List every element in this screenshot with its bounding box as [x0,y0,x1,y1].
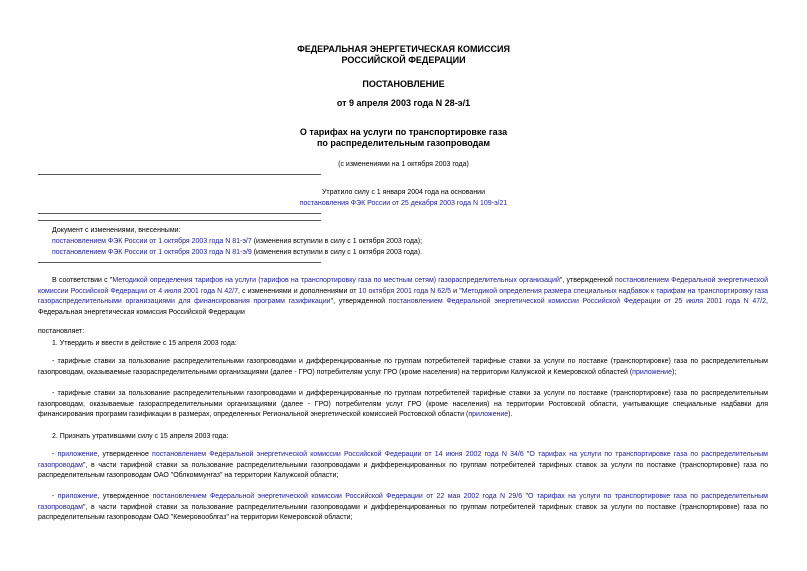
decree-title-link[interactable]: О тарифах на услуги по транспортировке газа по распределительным газопроводам [38,493,768,511]
item2-heading: 2. Признать утратившими силу с 15 апреля 2003 года: [52,433,229,440]
status-line: Утратило силу с 1 января 2004 года на основании [321,189,486,196]
item1-heading: 1. Утвердить и ввести в действие с 15 апреля 2003 года: [52,340,237,347]
appendix-link[interactable]: приложение [632,368,672,376]
text: , утвержденное [97,493,153,500]
text: , утвержденное [97,451,153,458]
amendment-item [52,237,422,246]
decree-title-link[interactable]: О тарифах на услуги по транспортировке газа по распределительным газопроводам [38,451,768,469]
decree-link[interactable]: постановлением Федеральной энергетической комиссии Российской Федерации от 14 июня 2002 года N 34/6 [152,451,524,458]
divider [38,213,321,214]
item1-paragraph [38,357,768,378]
text: - тарифные ставки за пользование распределительными газопроводами и дифференцированные по группам потребителей тарифные ставки за услуги по поставке (транспортировке) газа по распределительным газопроводам, оказываемые газораспределительными организациями (далее - ГРО) потребителям услуг ГРО (кроме населения) на территории Калужской и Кемеровской областей ( [38,358,768,376]
item1-paragraph [38,389,768,421]
text: В соответствии с " [52,277,113,284]
methodology-link[interactable]: Методикой определения тарифов на услуги (тарифов на транспортировку газа по местным сетям) газораспределительных организаций [112,277,560,284]
agency-name-line1: ФЕДЕРАЛЬНАЯ ЭНЕРГЕТИЧЕСКАЯ КОМИССИЯ [297,44,510,54]
document-type: ПОСТАНОВЛЕНИЕ [362,79,445,89]
agency-name-line2: РОССИЙСКОЙ ФЕДЕРАЦИИ [341,55,466,65]
amendment-link[interactable]: постановлением ФЭК России от 1 октября 2003 года N 81-э/9 [52,249,252,256]
text: , с изменениями и дополнениями от [238,287,359,295]
appendix-link[interactable]: приложение [57,493,98,500]
divider [38,262,321,263]
preamble-paragraph [38,276,768,318]
text: " [522,493,528,500]
decree-link[interactable]: постановлением Федеральной энергетической комиссии Российской Федерации от 25 июля 2001 года N 47/2 [388,298,767,305]
text: , Федеральная энергетическая комиссия Российской Федерации [38,298,768,316]
decree-link[interactable]: постановлением Федеральной энергетической комиссии Российской Федерации от 22 мая 2002 года N 29/6 [152,493,523,500]
appendix-link[interactable]: приложение [57,451,98,458]
appendix-link[interactable]: приложение [468,411,509,418]
text: ", утвержденной [559,277,616,284]
text: ); [671,368,677,376]
amendment-item [52,248,422,257]
divider [38,220,321,221]
amendment-note: (изменения вступили в силу с 1 октября 2003 года); [251,238,423,245]
methodology-link[interactable]: Методикой определения размера специальных надбавок к тарифам на транспортировку газа газораспределительными организациями для финансирования программ газификации [38,287,769,305]
text: " [523,451,530,458]
amendments-intro: Документ с изменениями, внесенными: [52,227,181,234]
text: ", в части тарифной ставки за пользование распределительными газопроводами и дифференцированных по группам потребителей тарифных ставок за услуги по поставке (транспортировке) газа по распределительным газопроводам ОАО "Кемеровооблгаз" на территории Кемеровской области; [38,503,768,521]
text: - [52,493,58,500]
decree-link[interactable]: постановлением Федеральной энергетической комиссии Российской Федерации от 4 июля 2001 года N 42/7 [38,277,768,295]
document-date: от 9 апреля 2003 года N 28-э/1 [336,98,471,108]
text: - тарифные ставки за пользование распределительными газопроводами и дифференцированные по группам потребителей тарифные ставки за услуги по поставке (транспортировке) газа по распределительным газопроводам, оказываемые газораспределительными организациями (далее - ГРО) потребителям услуг ГРО (кроме населения) на территории Ростовской области, учитывающие специальные надбавки для финансирования программ газификации в размерах, определенных Региональной энергетической комиссией Ростовской области ( [38,390,768,418]
item2-paragraph [38,450,768,482]
text: и " [451,287,462,295]
text: ). [508,411,513,418]
text: ", в части тарифной ставки за пользование распределительными газопроводами и дифференцированных по группам потребителей тарифных ставок за услуги по поставке (транспортировке) газа по распределительным газопроводам ОАО "Облкоммунгаз" на территории Калужской области; [38,461,768,479]
decree-link[interactable]: 10 октября 2001 года N 62/5 [358,287,452,295]
divider [38,174,321,175]
text: ", утвержденной [330,298,389,305]
item2-paragraph [38,492,768,524]
status-link[interactable]: постановления ФЭК России от 25 декабря 2003 года N 109-э/21 [299,200,508,207]
amendment-note: (изменения вступили в силу с 1 октября 2003 года). [251,249,423,256]
text: - [52,451,58,458]
decree-word: постановляет: [38,328,85,335]
revision-note: (с изменениями на 1 октября 2003 года) [338,161,469,168]
document-title-line2: по распределительным газопроводам [316,138,490,148]
document-title-line1: О тарифах на услуги по транспортировке газа [299,127,508,137]
amendment-link[interactable]: постановлением ФЭК России от 1 октября 2003 года N 81-э/7 [52,238,252,245]
